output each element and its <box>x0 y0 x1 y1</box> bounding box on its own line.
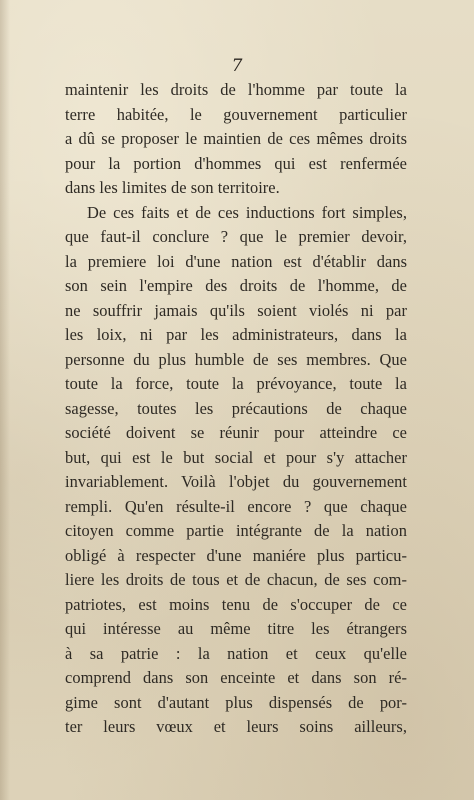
text-line: dans les limites de son territoire. <box>65 178 280 197</box>
text-line: ter leurs vœux et leurs soins ailleurs, <box>65 717 407 736</box>
text-line: à sa patrie : la nation et ceux qu'elle <box>65 643 407 663</box>
text-line: maintenir les droits de l'homme par toute la <box>65 80 407 99</box>
text-line: personne du plus humble de ses membres. Que <box>65 349 407 369</box>
text-line: invariablement. Voilà l'objet du gouvernement <box>65 472 407 491</box>
text-line: liere les droits de tous et de chacun, de ses com- <box>65 570 407 589</box>
text-line: pour la portion d'hommes qui est renfermée <box>65 153 407 173</box>
body-text <box>65 78 407 740</box>
text-line: rempli. Qu'en résulte-il encore ? que chaque <box>65 496 407 516</box>
page-fold-shadow <box>0 0 10 800</box>
text-line: terre habitée, le gouvernement particulier <box>65 104 407 124</box>
text-line: comprend dans son enceinte et dans son ré- <box>65 668 407 687</box>
text-line: obligé à respecter d'une maniére plus particu- <box>65 545 407 565</box>
text-line: citoyen comme partie intégrante de la nation <box>65 521 407 540</box>
text-line: sagesse, toutes les précautions de chaque <box>65 398 407 418</box>
text-line: les loix, ni par les administrateurs, dans la <box>65 325 407 344</box>
text-line: patriotes, est moins tenu de s'occuper de ce <box>65 594 407 614</box>
text-line: société doivent se réunir pour atteindre ce <box>65 423 407 442</box>
text-line: la premiere loi d'une nation est d'établir dans <box>65 251 407 271</box>
text-line: son sein l'empire des droits de l'homme, de <box>65 276 407 295</box>
page-number: 7 <box>231 56 243 76</box>
text-line: que faut-il conclure ? que le premier devoir, <box>65 227 407 246</box>
text-line: gime sont d'autant plus dispensés de por- <box>65 692 407 712</box>
text-line: but, qui est le but social et pour s'y attacher <box>65 447 407 467</box>
text-line: toute la force, toute la prévoyance, toute la <box>65 374 407 393</box>
text-line: qui intéresse au même titre les étrangers <box>65 619 407 638</box>
text-line: a dû se proposer le maintien de ces mêmes droits <box>65 129 407 148</box>
text-line: ne souffrir jamais qu'ils soient violés ni par <box>65 300 407 320</box>
text-line: De ces faits et de ces inductions fort simples, <box>87 202 407 222</box>
